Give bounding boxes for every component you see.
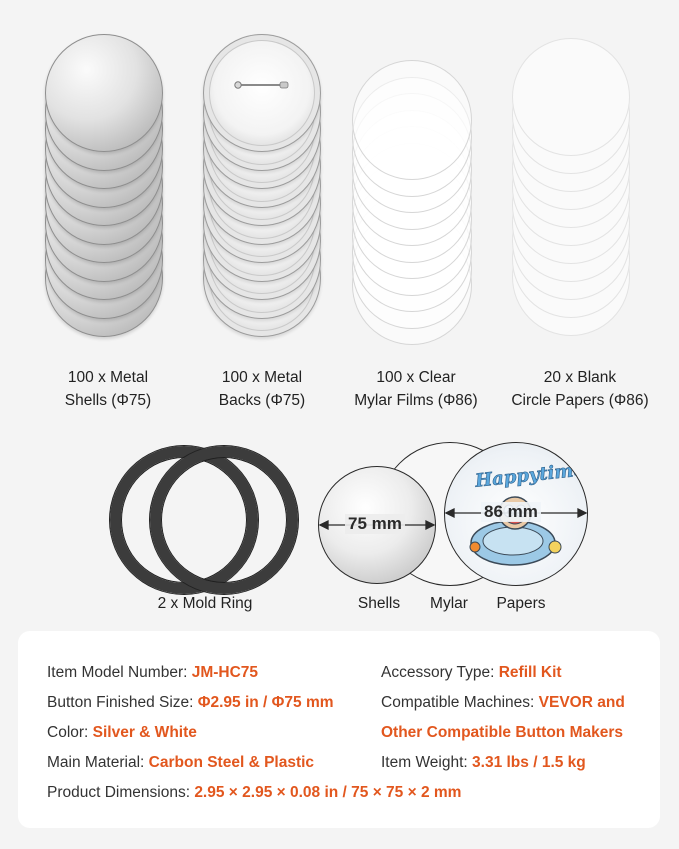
metal-backs-stack [203, 34, 321, 352]
mold-ring-right [150, 446, 298, 594]
shell-size-label: 75 mm [345, 514, 405, 534]
circle-papers-stack [512, 38, 630, 354]
mold-ring-label: 2 x Mold Ring [157, 595, 253, 612]
spec-accessory: Accessory Type: Refill Kit [381, 664, 562, 681]
stacked-disc [352, 60, 472, 180]
artwork-title: Happytime [474, 459, 586, 492]
diagram-label-papers: Papers [496, 595, 546, 612]
spec-weight: Item Weight: 3.31 lbs / 1.5 kg [381, 754, 586, 771]
spec-size: Button Finished Size: Φ2.95 in / Φ75 mm [47, 694, 334, 711]
spec-material: Main Material: Carbon Steel & Plastic [47, 754, 315, 771]
spec-model: Item Model Number: JM-HC75 [47, 664, 259, 681]
stacked-disc [512, 38, 630, 156]
spec-machines: Compatible Machines: VEVOR and [381, 694, 625, 711]
diagram-label-mylar: Mylar [430, 595, 468, 612]
stacked-disc [45, 34, 163, 152]
item-label-films: 100 x Clear Mylar Films (Φ86) [354, 369, 478, 409]
mylar-films-stack [352, 60, 472, 352]
safety-pin-icon [232, 81, 292, 89]
item-label-papers: 20 x Blank Circle Papers (Φ86) [511, 369, 649, 409]
item-label-backs: 100 x Metal Backs (Φ75) [218, 369, 306, 409]
spec-color: Color: Silver & White [47, 724, 197, 741]
stacked-disc [203, 34, 321, 152]
spec-dimensions: Product Dimensions: 2.95 × 2.95 × 0.08 in / 75 × 75 × 2 mm [47, 784, 462, 801]
item-label-shells: 100 x Metal Shells (Φ75) [64, 369, 152, 409]
metal-shells-stack [45, 34, 163, 352]
film-size-label: 86 mm [481, 502, 541, 522]
spec-machines-continued: Other Compatible Button Makers [381, 724, 623, 741]
diagram-label-shells: Shells [357, 595, 401, 612]
